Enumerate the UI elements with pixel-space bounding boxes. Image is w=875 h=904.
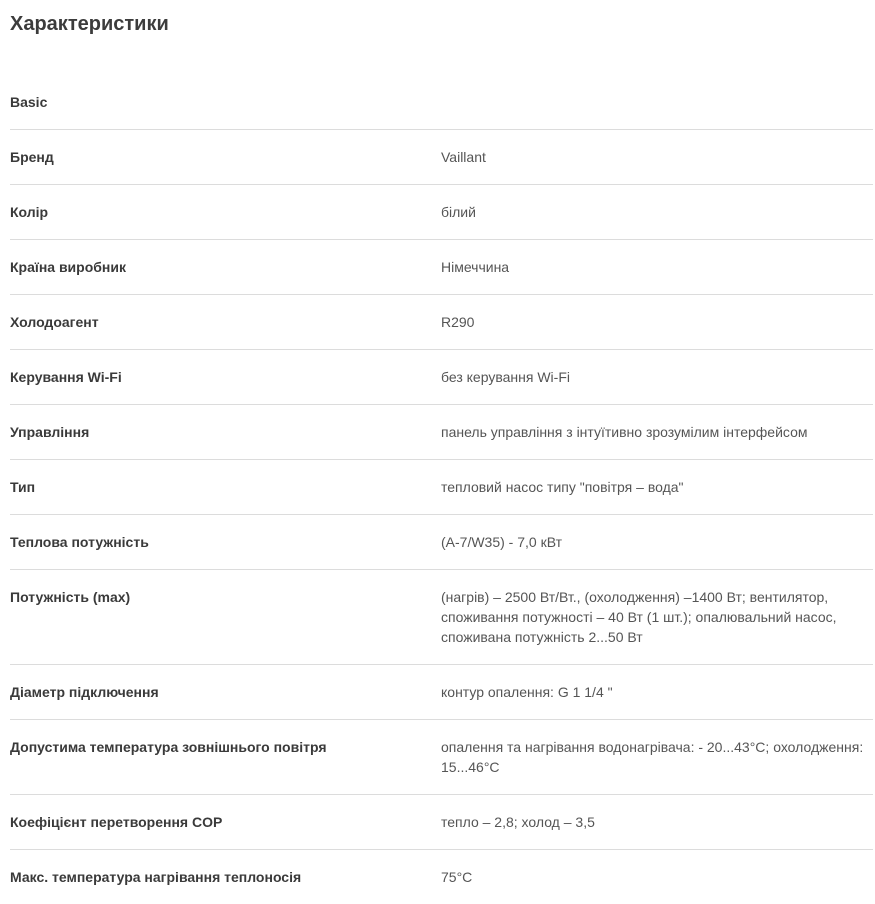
spec-row-cop [10, 795, 873, 850]
spec-label: Країна виробник [10, 259, 126, 275]
spec-row-type [10, 460, 873, 515]
spec-label: Керування Wi-Fi [10, 369, 122, 385]
spec-value: без керування Wi-Fi [441, 369, 570, 385]
spec-value: (A-7/W35) - 7,0 кВт [441, 534, 562, 550]
spec-value: тепло – 2,8; холод – 3,5 [441, 814, 595, 830]
spec-value: білий [441, 204, 476, 220]
spec-row-max-temp [10, 850, 873, 904]
spec-value: тепловий насос типу "повітря – вода" [441, 479, 684, 495]
spec-row-brand [10, 130, 873, 185]
group-heading: Basic [10, 94, 48, 110]
spec-value: Vaillant [441, 149, 486, 165]
spec-row-max-power [10, 570, 873, 665]
spec-label: Коефіцієнт перетворення COP [10, 814, 223, 830]
spec-row-diameter [10, 665, 873, 720]
group-row [10, 75, 873, 130]
spec-value: R290 [441, 314, 475, 330]
spec-label: Тип [10, 479, 36, 495]
spec-value: контур опалення: G 1 1/4 " [441, 684, 613, 700]
spec-row-country [10, 240, 873, 295]
spec-row-heat-power [10, 515, 873, 570]
spec-label: Холодоагент [10, 314, 99, 330]
specs-table [10, 75, 873, 904]
spec-label: Діаметр підключення [10, 684, 159, 700]
spec-value: опалення та нагрівання водонагрівача: - 20...43°C; охолодження: 15...46°C [441, 739, 864, 775]
spec-value: 75°C [441, 869, 473, 885]
spec-value: Німеччина [441, 259, 510, 275]
spec-label: Управління [10, 424, 90, 440]
spec-row-outdoor-temp [10, 720, 873, 795]
spec-row-color [10, 185, 873, 240]
spec-row-refrigerant [10, 295, 873, 350]
spec-row-control [10, 405, 873, 460]
spec-label: Потужність (max) [10, 589, 131, 605]
spec-label: Макс. температура нагрівання теплоносія [10, 869, 302, 885]
spec-value: панель управління з інтуїтивно зрозумілим інтерфейсом [441, 424, 808, 440]
spec-label: Теплова потужність [10, 534, 149, 550]
page-title: Характеристики [10, 13, 169, 35]
spec-label: Колір [10, 204, 49, 220]
spec-row-wifi [10, 350, 873, 405]
spec-value: (нагрів) – 2500 Вт/Вт., (охолодження) –1400 Вт; вентилятор, споживання потужності – 40 Вт (1 шт.); опалювальний насос, споживана потужність 2...50 Вт [441, 589, 837, 645]
spec-label: Бренд [10, 149, 54, 165]
spec-label: Допустима температура зовнішнього повітря [10, 739, 327, 755]
